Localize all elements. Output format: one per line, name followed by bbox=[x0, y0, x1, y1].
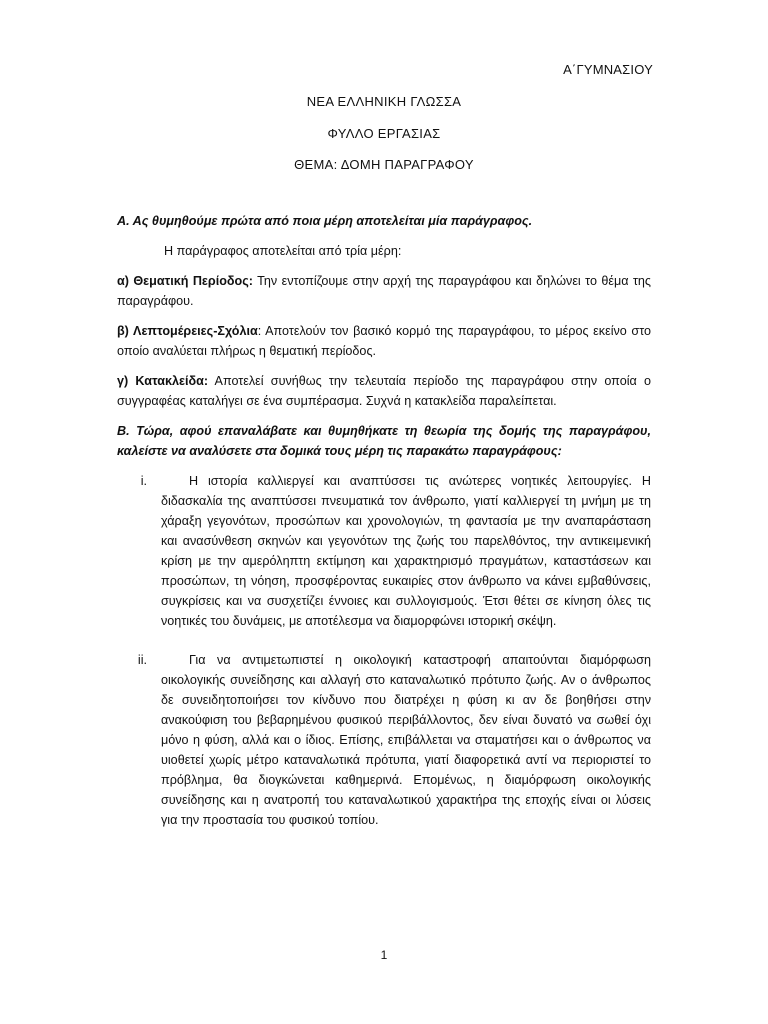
definition-term: α) Θεματική Περίοδος: bbox=[117, 274, 253, 288]
exercise-item bbox=[140, 471, 651, 631]
grade-label: Α΄ΓΥΜΝΑΣΙΟΥ bbox=[563, 62, 653, 77]
definition-thematic-period bbox=[117, 271, 651, 311]
definition-text: Αποτελεί συνήθως την τελευταία περίοδο της παραγράφου στην οποία ο συγγραφέας καταλήγει σε ένα συμπέρασμα. Συχνά η κατακλείδα παραλείπεται. bbox=[117, 374, 651, 408]
definition-text: : Αποτελούν τον βασικό κορμό της παραγράφου, το μέρος εκείνο στο οποίο αναλύεται πλήρως η θεματική περίοδος. bbox=[117, 324, 651, 358]
section-b-heading: Β. Τώρα, αφού επαναλάβατε και θυμηθήκατε τη θεωρία της δομής της παραγράφου, καλείστε να αναλύσετε στα δομικά τους μέρη τις παρακάτω παραγράφους: bbox=[117, 424, 651, 458]
item-text: Η ιστορία καλλιεργεί και αναπτύσσει τις ανώτερες νοητικές λειτουργίες. Η διδασκαλία της αναπτύσσει πνευματικά τον άνθρωπο, γιατί καλλιεργεί τη μνήμη με τη χάραξη γεγονότων, προσώπων και χρονολογιών, τη φαντασία με την αναπαράσταση και ανασύνθεση σκηνών και γεγονότων της ζωής του παρελθόντος, την αντικειμενική κρίση με την αμερόληπτη εκτίμηση και χαρακτηρισμό πραγμάτων, καταστάσεων και προσώπων, τη νόηση, προσφέροντας ευκαιρίες στον άνθρωπο να κάνει εμβαθύνσεις, συγκρίσεις και να συσχετίζει έννοιες και συλλογισμούς. Έτσι θέτει σε κίνηση όλες τις νοητικές του δυνάμεις, με αποτέλεσμα να διαμορφώνει ιστορική σκέψη. bbox=[161, 474, 651, 628]
definition-term: β) Λεπτομέρειες-Σχόλια bbox=[117, 324, 258, 338]
item-number: ii. bbox=[137, 653, 147, 667]
definition-conclusion bbox=[117, 371, 651, 411]
definition-text: Την εντοπίζουμε στην αρχή της παραγράφου και δηλώνει το θέμα της παραγράφου. bbox=[117, 274, 651, 308]
definition-term: γ) Κατακλείδα: bbox=[117, 374, 209, 388]
section-a-heading: Α. Ας θυμηθούμε πρώτα από ποια μέρη αποτελείται μία παράγραφος. bbox=[117, 214, 533, 228]
item-text: Για να αντιμετωπιστεί η οικολογική καταστροφή απαιτούνται διαμόρφωση οικολογικής συνείδησης και αλλαγή στο καταναλωτικό πρότυπο ζωής. Αν ο άνθρωπος δε συνειδητοποιήσει τον κίνδυνο που διατρέχει η φύση κι αν δε βοηθήσει στην ανακούφιση του βεβαρημένου φυσικού περιβάλλοντος, δεν είναι δυνατό να σωθεί όχι μόνο η φύση, αλλά και ο ίδιος. Επίσης, επιβάλλεται να σταματήσει και ο άνθρωπος να υιοθετεί χωρίς μέτρο καταναλωτικά πρότυπα, γιατί διαφορετικά αντί να περιοριστεί το πρόβλημα, θα διογκώνεται καθημερινά. Επομένως, η διαμόρφωση οικολογικής συνείδησης και η ανατροπή του καταναλωτικού χαρακτήρα της εποχής είναι οι λύσεις για την προστασία του φυσικού τοπίου. bbox=[161, 653, 651, 827]
worksheet-title: ΦΥΛΛΟ ΕΡΓΑΣΙΑΣ bbox=[327, 126, 441, 141]
topic-title: ΘΕΜΑ: ΔΟΜΗ ΠΑΡΑΓΡΑΦΟΥ bbox=[294, 157, 474, 172]
definition-details bbox=[117, 321, 651, 361]
page-number: 1 bbox=[380, 948, 388, 962]
document-body bbox=[117, 211, 651, 830]
section-a-intro: Η παράγραφος αποτελείται από τρία μέρη: bbox=[164, 244, 402, 258]
exercise-item bbox=[137, 650, 651, 830]
item-number: i. bbox=[140, 474, 147, 488]
subject-title: ΝΕΑ ΕΛΛΗΝΙΚΗ ΓΛΩΣΣΑ bbox=[306, 94, 462, 109]
